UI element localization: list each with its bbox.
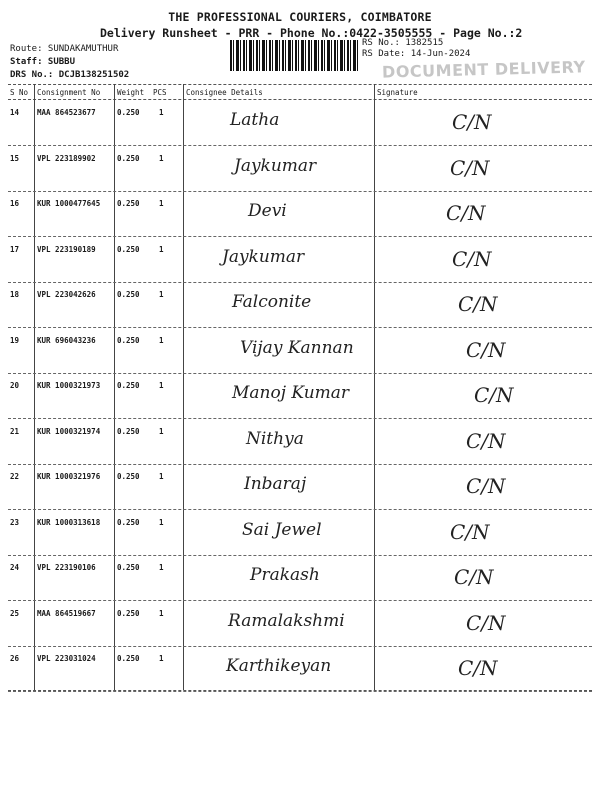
row-pieces: 1 [159,517,164,527]
table-row [0,191,600,237]
row-signature: C/N [466,610,506,635]
row-weight: 0.250 [117,153,140,163]
row-serial-number: 18 [10,290,20,299]
table-top-rule [8,84,592,85]
runsheet-subtitle: Delivery Runsheet - PRR - Phone No.:0422-3505555 - Page No.:2 [100,26,523,40]
row-pieces: 1 [159,153,164,163]
document-delivery-stamp: DOCUMENT DELIVERY [381,57,586,82]
row-serial-number: 14 [10,108,20,117]
column-header-sno: S No [10,88,29,97]
column-header-pcs: PCS [153,88,167,97]
row-weight: 0.250 [117,335,140,345]
row-consignment-number: KUR 1000313618 [37,517,101,527]
row-consignment-number: KUR 1000477645 [37,199,101,208]
table-row [0,555,600,601]
row-weight: 0.250 [117,426,140,436]
table-row [0,146,600,192]
row-weight: 0.250 [117,290,140,299]
row-consignee-name: Nithya [246,428,304,449]
row-pieces: 1 [159,244,164,254]
row-serial-number: 20 [10,381,20,390]
row-consignment-number: MAA 864523677 [37,108,96,117]
row-pieces: 1 [159,608,164,618]
table-row [0,237,600,283]
row-serial-number: 19 [10,335,20,345]
row-consignment-number: KUR 1000321974 [37,426,101,436]
row-signature: C/N [446,201,486,225]
row-pieces: 1 [159,426,164,436]
staff-label: Staff: SUBBU [10,57,76,67]
row-serial-number: 22 [10,472,20,481]
row-consignment-number: VPL 223190106 [37,563,96,572]
row-weight: 0.250 [117,472,140,481]
row-weight: 0.250 [117,563,140,572]
row-signature: C/N [454,565,494,589]
row-weight: 0.250 [117,108,140,117]
row-signature: C/N [466,337,506,362]
row-consignee-name: Falconite [232,292,312,312]
document-title: THE PROFESSIONAL COURIERS, COIMBATORE [168,10,432,24]
row-consignment-number: VPL 223042626 [37,290,96,299]
row-serial-number: 24 [10,563,20,572]
route-label: Route: SUNDAKAMUTHUR [10,44,119,54]
row-consignment-number: VPL 223189902 [37,153,96,163]
row-weight: 0.250 [117,517,140,527]
rs-number: RS No.: 1382515 [362,38,444,48]
drs-number: DRS No.: DCJB138251502 [10,70,130,80]
column-header-weight: Weight [117,88,145,97]
row-consignee-name: Karthikeyan [226,656,332,676]
row-consignee-name: Latha [230,110,280,130]
row-pieces: 1 [159,563,164,572]
row-consignment-number: VPL 223031024 [37,654,96,663]
row-pieces: 1 [159,199,164,208]
row-signature: C/N [474,383,514,407]
table-row [0,373,600,419]
row-pieces: 1 [159,654,164,663]
row-consignment-number: KUR 1000321973 [37,381,101,390]
row-weight: 0.250 [117,381,140,390]
row-signature: C/N [452,246,492,271]
table-row [0,419,600,465]
row-consignee-name: Vijay Kannan [240,337,354,358]
row-weight: 0.250 [117,244,140,254]
row-signature: C/N [458,656,498,680]
row-pieces: 1 [159,381,164,390]
row-weight: 0.250 [117,608,140,618]
table-row [0,646,600,692]
row-pieces: 1 [159,472,164,481]
row-pieces: 1 [159,108,164,117]
row-serial-number: 26 [10,654,20,663]
row-consignee-name: Sai Jewel [242,519,322,540]
row-consignment-number: MAA 864519667 [37,608,96,618]
row-consignment-number: VPL 223190189 [37,244,96,254]
row-pieces: 1 [159,335,164,345]
row-consignee-name: Jaykumar [222,246,305,267]
barcode [230,40,358,71]
row-signature: C/N [466,474,506,498]
table-row [0,328,600,374]
row-consignee-name: Prakash [250,565,320,585]
row-consignment-number: KUR 696043236 [37,335,96,345]
row-weight: 0.250 [117,654,140,663]
row-signature: C/N [450,519,490,544]
row-serial-number: 17 [10,244,20,254]
table-row [0,464,600,510]
column-header-consignment: Consignment No [37,88,101,97]
row-consignee-name: Jaykumar [234,155,317,176]
row-serial-number: 15 [10,153,20,163]
row-consignment-number: KUR 1000321976 [37,472,101,481]
row-serial-number: 25 [10,608,20,618]
row-signature: C/N [452,110,492,134]
row-signature: C/N [466,428,506,453]
row-signature: C/N [450,155,490,180]
rs-date: RS Date: 14-Jun-2024 [362,49,471,59]
row-serial-number: 16 [10,199,20,208]
table-row [0,282,600,328]
column-header-signature: Signature [377,88,418,97]
row-serial-number: 23 [10,517,20,527]
row-consignee-name: Ramalakshmi [228,610,345,631]
row-serial-number: 21 [10,426,20,436]
table-row [0,601,600,647]
column-header-consignee: Consignee Details [186,88,263,97]
row-consignee-name: Devi [248,201,287,221]
table-row [0,100,600,146]
row-divider [8,691,592,692]
row-weight: 0.250 [117,199,140,208]
row-signature: C/N [458,292,498,316]
table-row [0,510,600,556]
row-pieces: 1 [159,290,164,299]
row-consignee-name: Inbaraj [244,474,307,494]
row-consignee-name: Manoj Kumar [232,383,350,403]
